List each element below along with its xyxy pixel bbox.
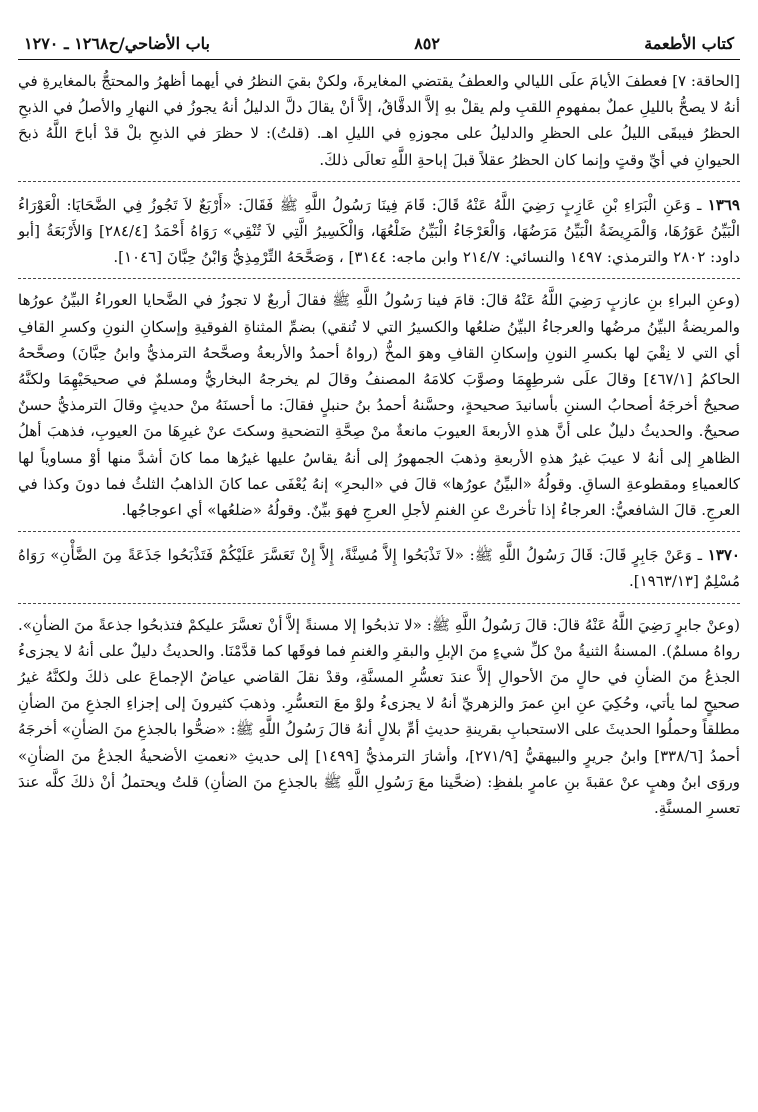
commentary-paragraph: (وعنِ البراءِ بنِ عازبٍ رَضِيَ اللَّهُ عَنْهُ قالَ: قامَ فينا رَسُولُ اللَّهِ ﷺ فقالَ أربعٌ لا تجوزُ في الضَّحايا العوراءُ البيِّنُ عورُها والمريضةُ البيِّنُ مرضُها والعرجاءُ البيِّنُ ضلعُها والكسيرُ التي لا تُنقي) بضمِّ المثناةِ الفوقيةِ وإسكانِ النونِ وكسرِ القافِ أي التي لا نِقْيَ لها بكسرِ النونِ وإسكانِ القافِ وهوَ المخُّ (رواهُ أحمدُ والأربعةُ وصحَّحهُ الترمذيُّ وابنُ حِبَّانَ) وصحَّحهُ الحاكمُ [٤٦٧/١] وقالَ علَى شرطِهِمَا وصوَّبَ كلامَهُ المصنفُ وقالَ لم يخرجهُ البخاريُّ ومسلمٌ في صحيحَيْهِمَا ولكنَّهُ صحيحٌ أخرجَهُ أصحابُ السننِ بأسانيدَ صحيحةٍ، وحسَّنهُ أحمدُ بنُ حنبلٍ فقالَ: ما أحسنَهُ منْ حديثٍ وقالَ الترمذيُّ حسنٌ صحيحٌ. والحديثُ دليلٌ على أنَّ هذهِ الأربعةَ العيوبَ مانعةٌ منْ صِحَّةِ التضحيةِ وسكتَ عنْ غيرِهَا منَ العيوبِ، فذهبَ أهلُ الظاهرِ إلى أنهُ لا عيبَ غيرُ هذهِ الأربعةِ وذهبَ الجمهورُ إلى أنهُ يقاسُ عليها غيرُها مما كانَ أشدَّ منها أوْ مساوياً لها كالعمياءِ ومقطوعةِ الساقِ. وقولُهُ «البيِّنُ عورُها» قالَ في «البحرِ» إنهُ يُعْفَى عما كانَ الذاهبُ الثلثُ فما دونَ وكذا في العرجِ. قالَ الشافعيُّ: العرجاءُ إذا تأخرتْ عنِ الغنمِ لأجلِ العرجِ فهوَ بيِّنٌ. وقولُهُ «ضلعُها» أي اعوجاجُها.: [18, 291, 740, 520]
hadith-body: ـ وَعَنْ جَابِرٍ قَالَ: قَالَ رَسُولُ اللَّهِ ﷺ: «لاَ تَذْبَحُوا إِلاَّ مُسِنَّةً، إِلاَّ إِنْ تَعَسَّرَ عَلَيْكُمْ فَتَذْبَحُوا جَذَعَةً مِنَ الضَّأْنِ» رَوَاهُ مُسْلِمٌ [١٩٦٣/١٣].: [18, 546, 740, 591]
section-divider: [18, 603, 740, 604]
page-number: ٨٥٢: [414, 34, 440, 53]
section-divider: [18, 531, 740, 532]
hadith-number: ١٣٦٩: [707, 195, 740, 214]
book-title: كتاب الأطعمة: [644, 34, 734, 53]
book-page: [18, 0, 740, 1112]
section-divider: [18, 181, 740, 182]
hadith-text: [18, 542, 740, 594]
hadith-number: ١٣٧٠: [707, 546, 740, 565]
commentary-paragraph: (وعنْ جابرٍ رَضِيَ اللَّهُ عَنْهُ قالَ: قالَ رَسُولُ اللَّهِ ﷺ: «لا تذبحُوا إلا مسنةً إلاَّ أنْ تعسَّرَ عليكمْ فتذبحُوا جذعةً منَ الضأنِ». رواهُ مسلمٌ). المسنةُ الثنيةُ منْ كلِّ شيءٍ منَ الإبلِ والبقرِ والغنمِ فما فوقَها كما قدَّمْنَا. والحديثُ دليلٌ على أنهُ لا يجزىءُ الجذعُ منَ الضأنِ في حالٍ منَ الأحوالِ إلاَّ عندَ تعسُّرِ المسنَّةِ، وقدْ نقلَ القاضي عياضٌ الإجماعَ على ذلكَ ولكنَّهُ غيرُ صحيحٍ لما يأتي، وحُكِيَ عنِ ابنِ عمرَ والزهريِّ أنهُ لا يجزىءُ ولوْ معَ التعسُّرِ. وذهبَ كثيرونَ إلى إجزاءِ الجذعِ منَ الضأنِ مطلقاً وحملُوا الحديثَ على الاستحبابِ بقرينةِ حديثِ أمِّ بلالٍ أنهُ قالَ رَسُولُ اللَّهِ ﷺ: «ضحُّوا بالجذعِ منَ الضأنِ» أخرجَهُ أحمدُ [٣٣٨/٦] وابنُ جريرٍ والبيهقيُّ [٢٧١/٩]، وأشارَ الترمذيُّ [١٤٩٩] إلى حديثِ «نعمتِ الأضحيةُ الجذعُ منَ الضأنِ» وروَى ابنُ وهبٍ عنْ عقبةَ بنِ عامرٍ بلفظِ: (ضحَّينا معَ رَسُولِ اللَّهِ ﷺ بالجذعِ منَ الضأنِ) قلتُ ويحتملُ أنْ ذلكَ كلَّه عندَ تعسرِ المسنَّةِ.: [18, 615, 740, 818]
hadith-body: ـ وَعَنِ الْبَرَاءِ بْنِ عَازِبٍ رَضِيَ اللَّهُ عَنْهُ قَالَ: قَامَ فِينَا رَسُولُ اللَّهِ ﷺ فَقَالَ: «أَرْبَعٌ لاَ تَجُوزُ فِي الضَّحَايَا: الْعَوْرَاءُ الْبَيِّنُ عَوَرُهَا، وَالْمَرِيضَةُ الْبَيِّنُ مَرَضُهَا، وَالْعَرْجَاءُ الْبَيِّنُ ضَلْعُهَا، وَالْكَسِيرُ الَّتِي لاَ تُنْقِي» رَوَاهُ أَحْمَدُ [٢٨٤/٤] وَالأَرْبَعَةُ [أبو داود: ٢٨٠٢ والترمذي: ١٤٩٧ والنسائي: ٢١٤/٧ وابن ماجه: ٣١٤٤] ، وَصَحَّحَهُ التِّرْمِذِيُّ وَابْنُ حِبَّانَ [١٠٤٦].: [18, 195, 740, 267]
commentary-paragraph: [الحاقة: ٧] فعطفَ الأيامَ علَى الليالي والعطفُ يقتضي المغايرةَ، ولكنْ بقيَ النظرُ في أيهما أظهرُ والمحتجُّ بالمغايرةِ في أنهُ لا يصحُّ بالليلِ عملٌ بمفهومِ اللقبِ ولم يقلْ بهِ إلاَّ الدقَّاقُ، إلاَّ أنْ يقالَ دلَّ الدليلُ أنهُ يجوزُ في النهارِ والأصلُ في الذبحِ الحظرُ فيبقَى الليلُ على الحظرِ والدليلُ على مجوزهِ في الليلِ اهـ. (قلتُ): لا حظرَ في الذبحِ بلْ قدْ أباحَ اللَّهُ ذبحَ الحيوانِ في أيِّ وقتٍ وإنما كان الحظرُ عقلاً قبلَ إباحةِ اللَّهِ تعالَى ذلكَ.: [17, 72, 740, 169]
chapter-reference: باب الأضاحي/ح١٢٦٨ ـ ١٢٧٠: [24, 34, 210, 53]
hadith-text: [18, 192, 740, 271]
section-divider: [18, 278, 740, 279]
running-header: [18, 0, 740, 60]
